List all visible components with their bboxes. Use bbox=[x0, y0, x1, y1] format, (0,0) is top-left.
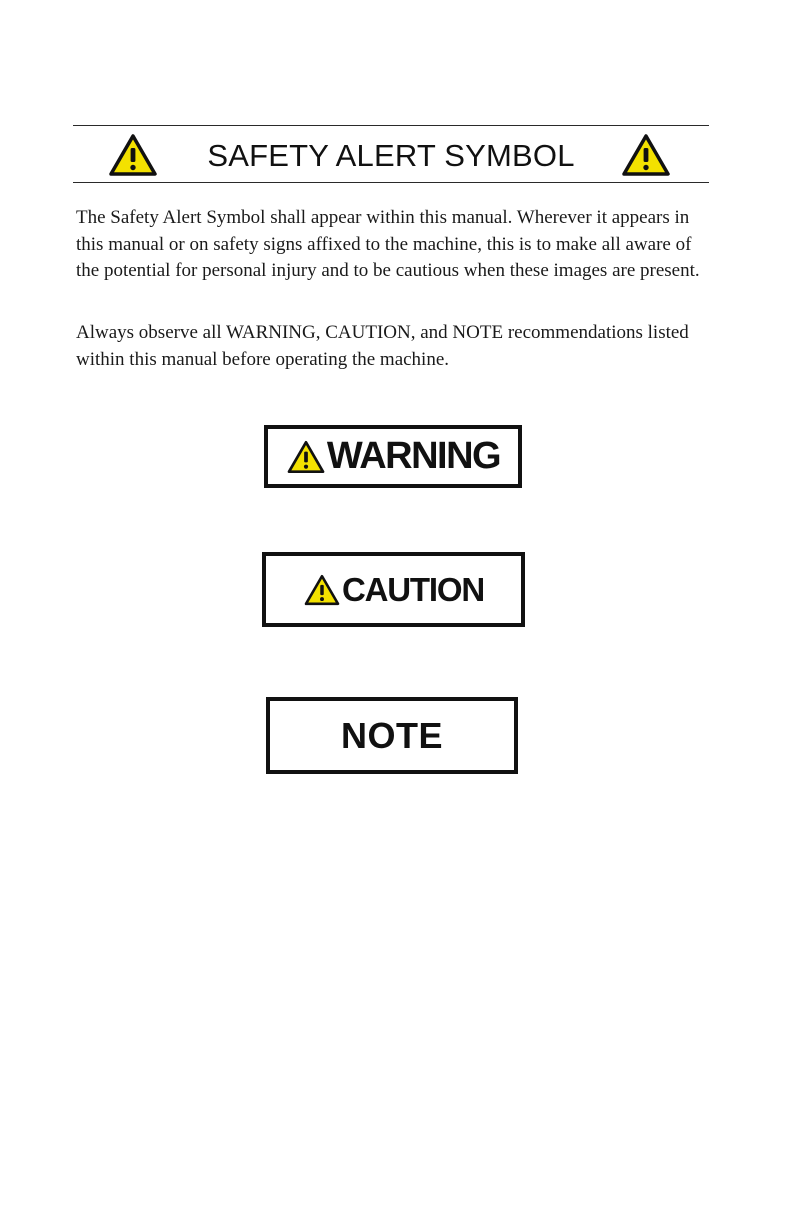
caution-label bbox=[262, 552, 525, 627]
warning-label-text: WARNING bbox=[326, 435, 501, 477]
warning-triangle-icon bbox=[286, 440, 326, 474]
note-label bbox=[266, 697, 518, 774]
warning-label bbox=[264, 425, 522, 488]
warning-triangle-icon bbox=[621, 133, 671, 177]
note-label-text: NOTE bbox=[340, 714, 443, 756]
safety-alert-header bbox=[73, 125, 709, 183]
intro-paragraph: The Safety Alert Symbol shall appear within this manual. Wherever it appears in this manual or on safety signs affixed to the machine, this is to make all aware of the potential for personal injury and to be cautious when these images are present. bbox=[76, 207, 700, 281]
caution-label-text: CAUTION bbox=[342, 570, 484, 608]
warning-triangle-icon bbox=[303, 574, 341, 606]
page-title: SAFETY ALERT SYMBOL bbox=[207, 138, 575, 173]
observe-paragraph: Always observe all WARNING, CAUTION, and NOTE recommendations listed within this manual before operating the machine. bbox=[76, 322, 689, 370]
